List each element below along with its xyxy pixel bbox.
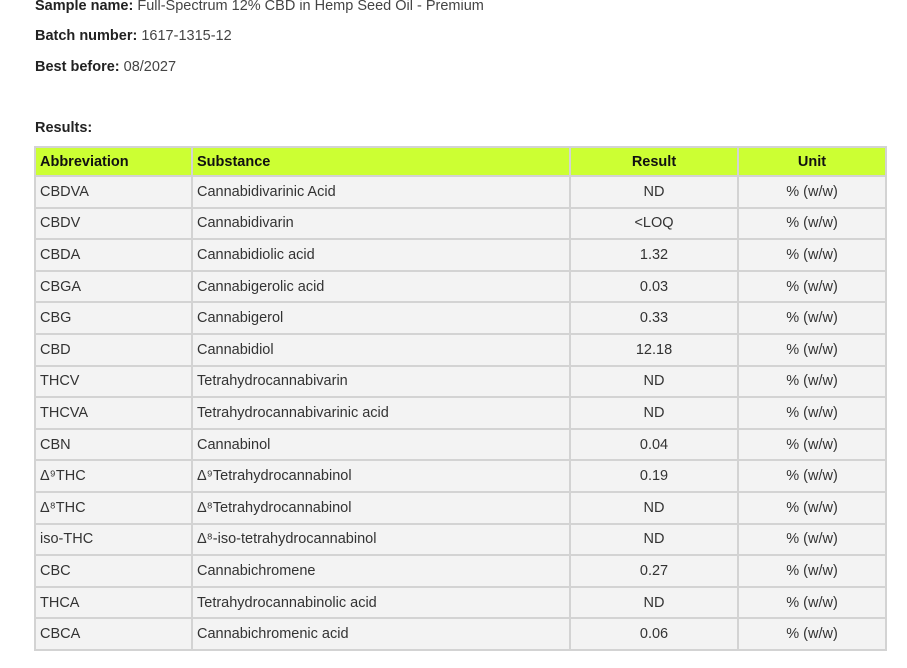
abbreviation-cell: CBD bbox=[34, 335, 193, 367]
batch-number-label: Batch number: bbox=[35, 28, 138, 44]
unit-cell: % (w/w) bbox=[739, 367, 887, 399]
abbreviation-cell: CBDV bbox=[34, 209, 193, 241]
table-row bbox=[34, 335, 887, 367]
result-cell: 0.03 bbox=[571, 272, 739, 304]
best-before-label: Best before: bbox=[35, 59, 120, 75]
substance-cell: Cannabigerolic acid bbox=[193, 272, 571, 304]
unit-cell: % (w/w) bbox=[739, 461, 887, 493]
table-row bbox=[34, 240, 887, 272]
unit-cell: % (w/w) bbox=[739, 493, 887, 525]
substance-cell: Cannabichromene bbox=[193, 556, 571, 588]
table-row bbox=[34, 303, 887, 335]
result-cell: 12.18 bbox=[571, 335, 739, 367]
column-header-substance: Substance bbox=[193, 146, 571, 177]
column-header-abbreviation: Abbreviation bbox=[34, 146, 193, 177]
result-cell: 0.19 bbox=[571, 461, 739, 493]
result-cell: ND bbox=[571, 177, 739, 209]
result-cell: ND bbox=[571, 493, 739, 525]
unit-cell: % (w/w) bbox=[739, 209, 887, 241]
column-header-result: Result bbox=[571, 146, 739, 177]
sample-name-line bbox=[35, 0, 484, 15]
abbreviation-cell: iso-THC bbox=[34, 525, 193, 557]
result-cell: ND bbox=[571, 525, 739, 557]
table-row bbox=[34, 525, 887, 557]
column-header-unit: Unit bbox=[739, 146, 887, 177]
result-cell: 0.33 bbox=[571, 303, 739, 335]
substance-cell: Tetrahydrocannabivarinic acid bbox=[193, 398, 571, 430]
result-cell: <LOQ bbox=[571, 209, 739, 241]
best-before-line bbox=[35, 58, 176, 76]
table-row bbox=[34, 493, 887, 525]
result-cell: 0.06 bbox=[571, 619, 739, 651]
table-row bbox=[34, 209, 887, 241]
substance-cell: Cannabidivarin bbox=[193, 209, 571, 241]
best-before-value: 08/2027 bbox=[123, 59, 177, 75]
table-row bbox=[34, 588, 887, 620]
result-cell: 0.27 bbox=[571, 556, 739, 588]
table-row bbox=[34, 619, 887, 651]
substance-cell: Cannabidiolic acid bbox=[193, 240, 571, 272]
abbreviation-cell: THCVA bbox=[34, 398, 193, 430]
abbreviation-cell: CBG bbox=[34, 303, 193, 335]
substance-cell: Δ⁸Tetrahydrocannabinol bbox=[193, 493, 571, 525]
unit-cell: % (w/w) bbox=[739, 303, 887, 335]
substance-cell: Cannabichromenic acid bbox=[193, 619, 571, 651]
results-table bbox=[34, 146, 887, 651]
table-row bbox=[34, 398, 887, 430]
substance-cell: Tetrahydrocannabivarin bbox=[193, 367, 571, 399]
table-row bbox=[34, 177, 887, 209]
unit-cell: % (w/w) bbox=[739, 272, 887, 304]
abbreviation-cell: CBGA bbox=[34, 272, 193, 304]
unit-cell: % (w/w) bbox=[739, 398, 887, 430]
result-cell: ND bbox=[571, 367, 739, 399]
sample-name-value: Full-Spectrum 12% CBD in Hemp Seed Oil - Premium bbox=[137, 0, 484, 14]
substance-cell: Tetrahydrocannabinolic acid bbox=[193, 588, 571, 620]
unit-cell: % (w/w) bbox=[739, 619, 887, 651]
substance-cell: Cannabinol bbox=[193, 430, 571, 462]
substance-cell: Cannabidivarinic Acid bbox=[193, 177, 571, 209]
abbreviation-cell: CBDA bbox=[34, 240, 193, 272]
unit-cell: % (w/w) bbox=[739, 240, 887, 272]
sample-name-label: Sample name: bbox=[35, 0, 134, 14]
substance-cell: Cannabigerol bbox=[193, 303, 571, 335]
abbreviation-cell: Δ⁹THC bbox=[34, 461, 193, 493]
unit-cell: % (w/w) bbox=[739, 335, 887, 367]
substance-cell: Δ⁹Tetrahydrocannabinol bbox=[193, 461, 571, 493]
table-row bbox=[34, 556, 887, 588]
results-heading: Results: bbox=[35, 120, 93, 136]
table-row bbox=[34, 272, 887, 304]
unit-cell: % (w/w) bbox=[739, 177, 887, 209]
unit-cell: % (w/w) bbox=[739, 556, 887, 588]
result-cell: 0.04 bbox=[571, 430, 739, 462]
unit-cell: % (w/w) bbox=[739, 430, 887, 462]
result-cell: 1.32 bbox=[571, 240, 739, 272]
table-row bbox=[34, 430, 887, 462]
abbreviation-cell: CBN bbox=[34, 430, 193, 462]
result-cell: ND bbox=[571, 398, 739, 430]
abbreviation-cell: THCA bbox=[34, 588, 193, 620]
results-body bbox=[34, 177, 887, 651]
abbreviation-cell: CBC bbox=[34, 556, 193, 588]
results-header-row bbox=[34, 146, 887, 177]
table-row bbox=[34, 461, 887, 493]
batch-number-value: 1617-1315-12 bbox=[141, 28, 232, 44]
abbreviation-cell: Δ⁸THC bbox=[34, 493, 193, 525]
substance-cell: Cannabidiol bbox=[193, 335, 571, 367]
unit-cell: % (w/w) bbox=[739, 588, 887, 620]
result-cell: ND bbox=[571, 588, 739, 620]
abbreviation-cell: CBCA bbox=[34, 619, 193, 651]
abbreviation-cell: CBDVA bbox=[34, 177, 193, 209]
unit-cell: % (w/w) bbox=[739, 525, 887, 557]
table-row bbox=[34, 367, 887, 399]
abbreviation-cell: THCV bbox=[34, 367, 193, 399]
substance-cell: Δ⁸-iso-tetrahydrocannabinol bbox=[193, 525, 571, 557]
batch-number-line bbox=[35, 27, 232, 45]
